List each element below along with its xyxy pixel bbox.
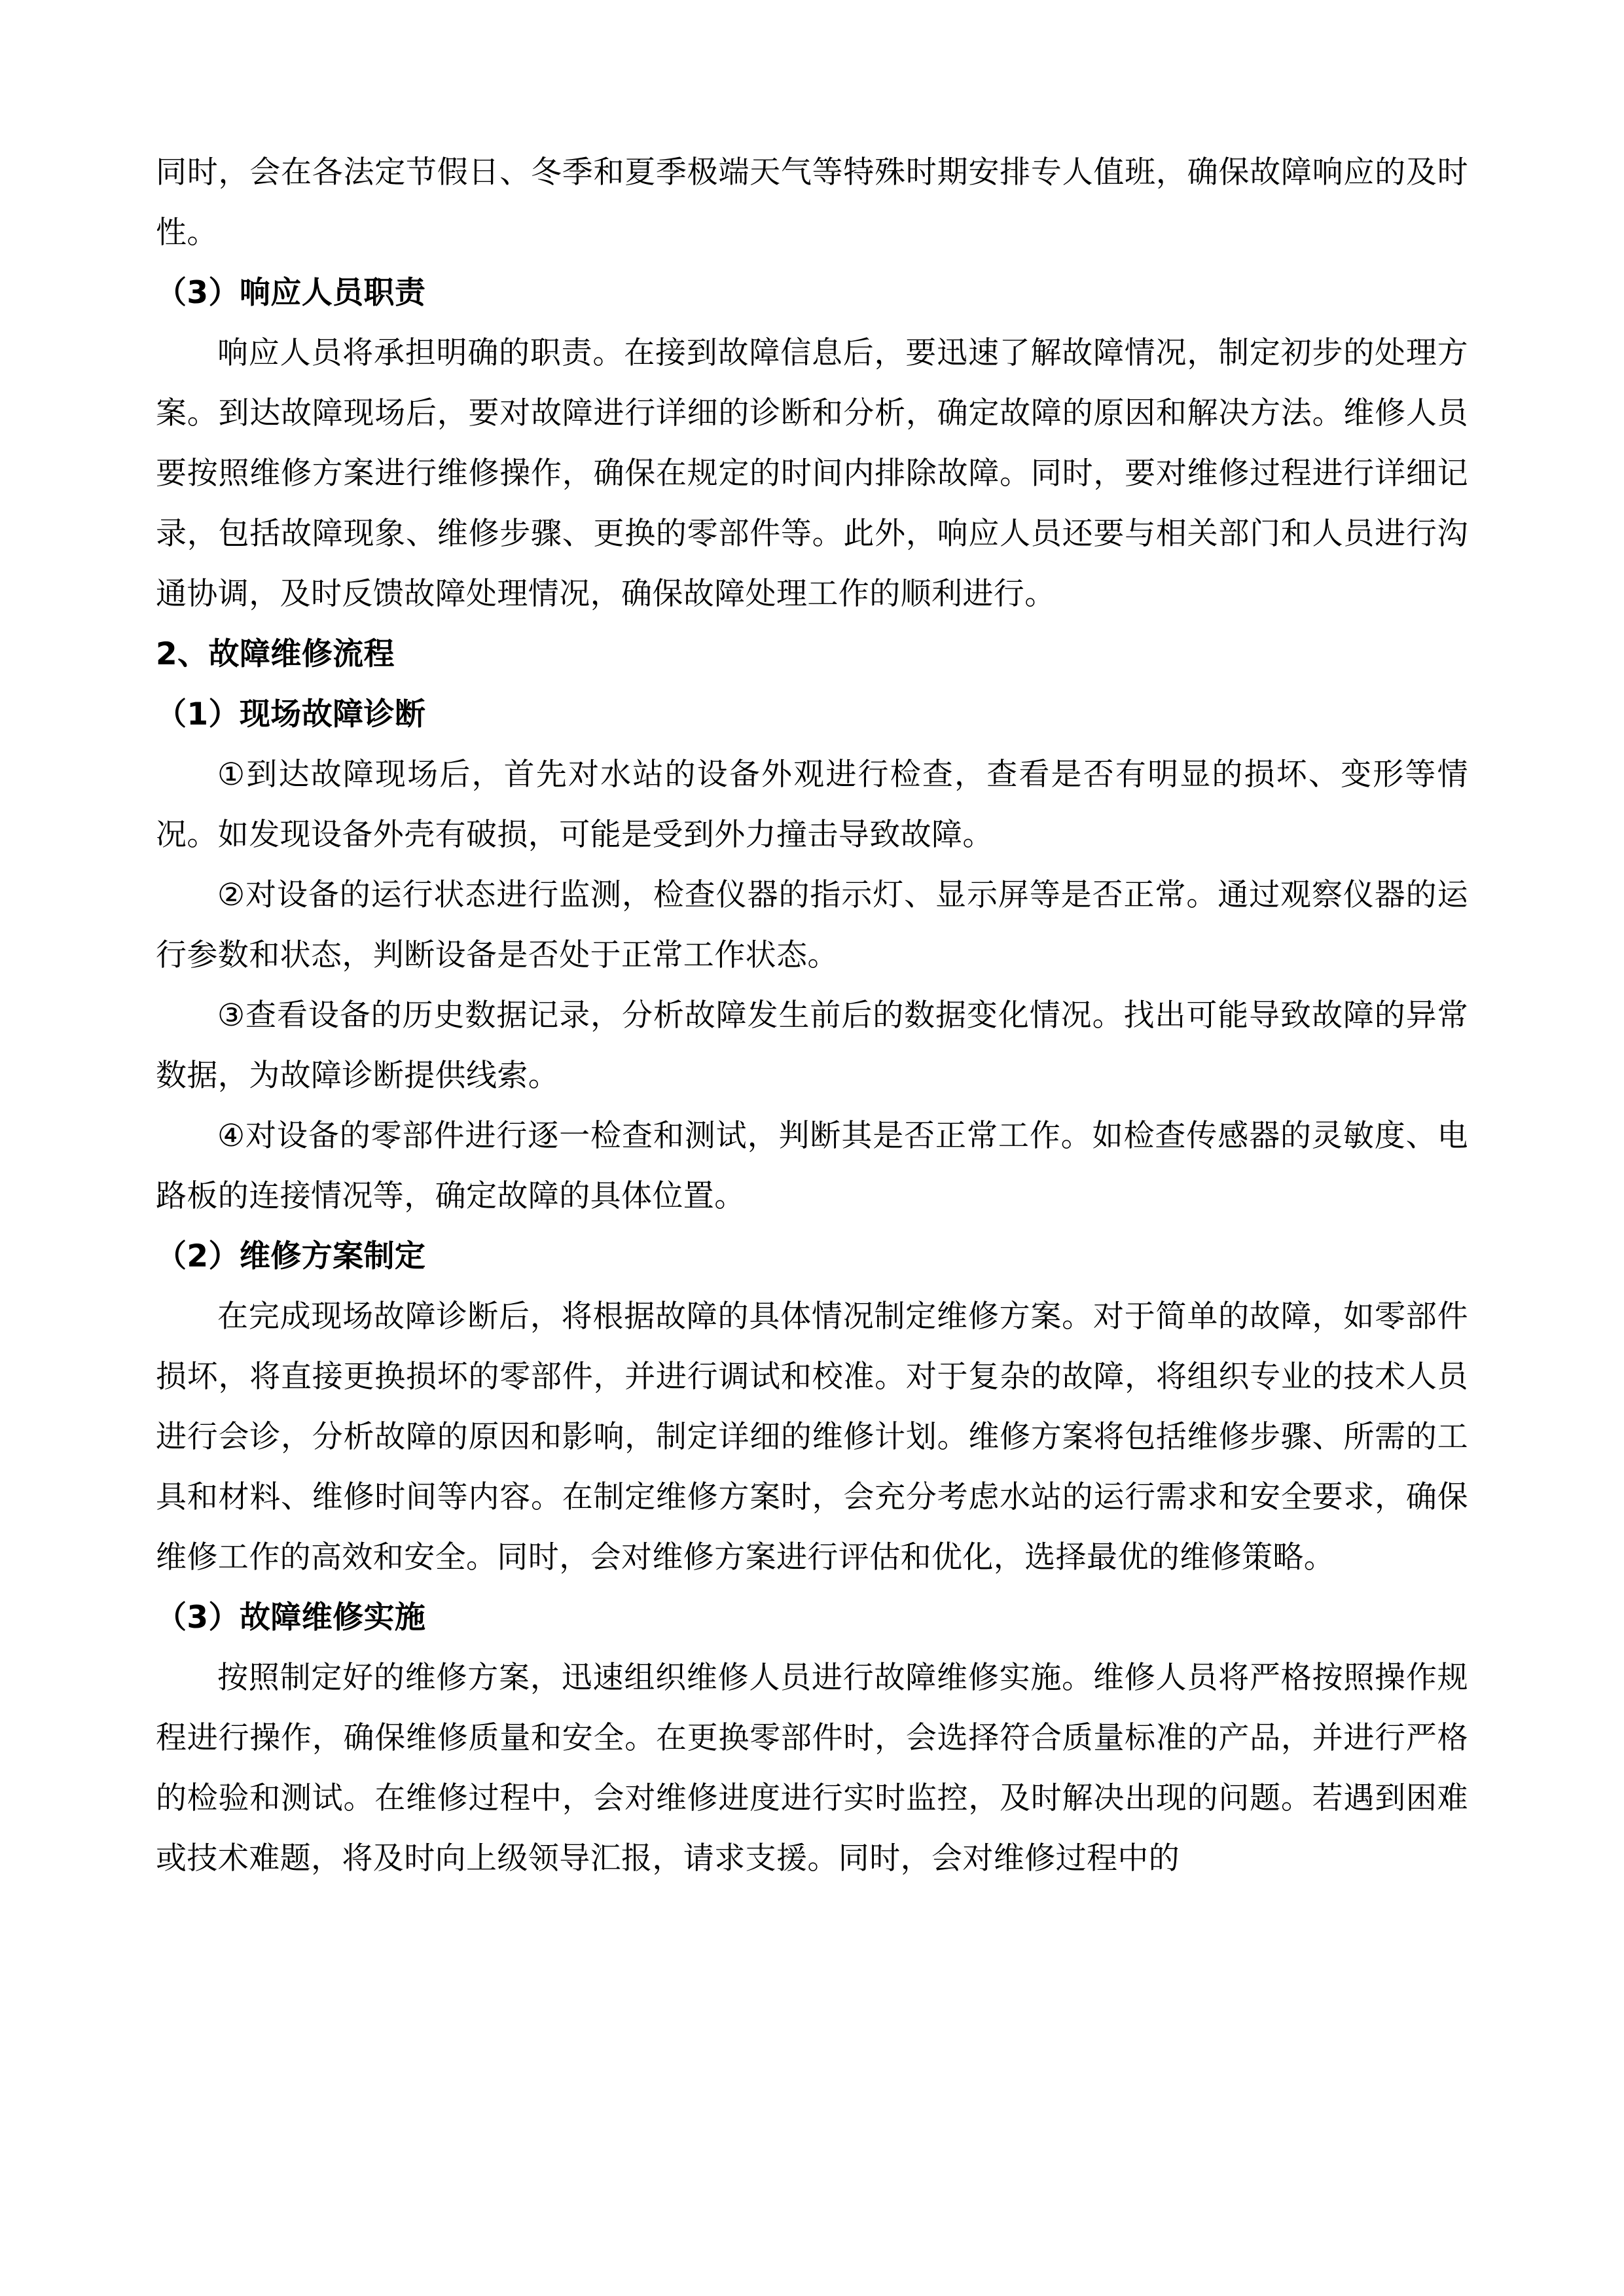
paragraph-repair-plan: 在完成现场故障诊断后，将根据故障的具体情况制定维修方案。对于简单的故障，如零部件损坏，将直接更换损坏的零部件，并进行调试和校准。对于复杂的故障，将组织专业的技术人员进行会诊，分析故障的原因和影响，制定详细的维修计划。维修方案将包括维修步骤、所需的工具和材料、维修时间等内容。在制定维修方案时，会充分考虑水站的运行需求和安全要求，确保维修工作的高效和安全。同时，会对维修方案进行评估和优化，选择最优的维修策略。 — [156, 1299, 1468, 1575]
paragraph-diagnosis-step-4: ④对设备的零部件进行逐一检查和测试，判断其是否正常工作。如检查传感器的灵敏度、电路板的连接情况等，确定故障的具体位置。 — [156, 1118, 1468, 1214]
paragraph-diagnosis-step-3: ③查看设备的历史数据记录，分析故障发生前后的数据变化情况。找出可能导致故障的异常数据，为故障诊断提供线索。 — [156, 997, 1468, 1094]
paragraph-diagnosis-step-1: ①到达故障现场后，首先对水站的设备外观进行检查，查看是否有明显的损坏、变形等情况。如发现设备外壳有破损，可能是受到外力撞击导致故障。 — [156, 757, 1468, 853]
heading-repair-process: 2、故障维修流程 — [156, 636, 395, 672]
heading-onsite-diagnosis: （1）现场故障诊断 — [156, 696, 426, 732]
paragraph-diagnosis-step-2: ②对设备的运行状态进行监测，检查仪器的指示灯、显示屏等是否正常。通过观察仪器的运行参数和状态，判断设备是否处于正常工作状态。 — [156, 877, 1468, 973]
heading-repair-plan: （2）维修方案制定 — [156, 1238, 426, 1274]
paragraph-on-duty: 同时，会在各法定节假日、冬季和夏季极端天气等特殊时期安排专人值班，确保故障响应的及时性。 — [156, 154, 1468, 251]
paragraph-responder-duties: 响应人员将承担明确的职责。在接到故障信息后，要迅速了解故障情况，制定初步的处理方案。到达故障现场后，要对故障进行详细的诊断和分析，确定故障的原因和解决方法。维修人员要按照维修方案进行维修操作，确保在规定的时间内排除故障。同时，要对维修过程进行详细记录，包括故障现象、维修步骤、更换的零部件等。此外，响应人员还要与相关部门和人员进行沟通协调，及时反馈故障处理情况，确保故障处理工作的顺利进行。 — [156, 335, 1468, 612]
document-body — [156, 143, 1468, 1889]
heading-repair-implementation: （3）故障维修实施 — [156, 1600, 426, 1636]
paragraph-repair-implementation: 按照制定好的维修方案，迅速组织维修人员进行故障维修实施。维修人员将严格按照操作规程进行操作，确保维修质量和安全。在更换零部件时，会选择符合质量标准的产品，并进行严格的检验和测试。在维修过程中，会对维修进度进行实时监控，及时解决出现的问题。若遇到困难或技术难题，将及时向上级领导汇报，请求支援。同时，会对维修过程中的 — [156, 1660, 1468, 1876]
heading-responder-duties: （3）响应人员职责 — [156, 275, 426, 311]
